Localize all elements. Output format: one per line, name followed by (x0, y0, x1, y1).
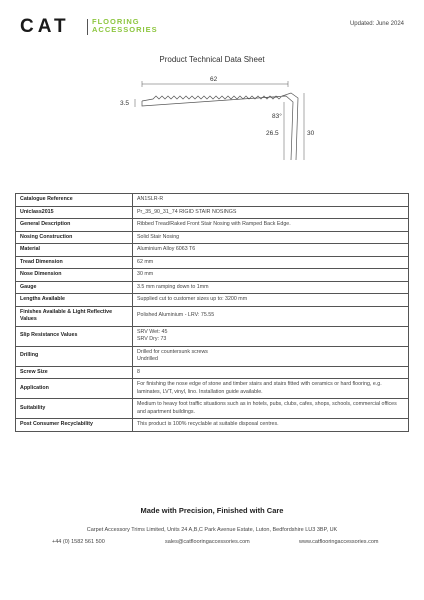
row-value: Polished Aluminium - LRV: 75.55 (133, 306, 409, 326)
table-row (16, 419, 409, 432)
logo-subtitle-line2: ACCESSORIES (92, 25, 158, 34)
logo: CAT (20, 16, 70, 37)
row-value: 8 (133, 366, 409, 379)
row-label: Suitability (16, 399, 133, 419)
width-label: 62 (210, 76, 218, 83)
row-label: Drilling (16, 346, 133, 366)
company-address: Carpet Accessory Trims Limited, Units 24 A,B,C Park Avenue Estate, Luton, Bedfordshire LU3 3BP, UK (86, 527, 338, 533)
row-value: This product is 100% recyclable at suitable disposal centres. (133, 419, 409, 432)
table-row (16, 281, 409, 294)
phone-number: +44 (0) 1582 561 500 (52, 539, 105, 545)
row-value-line: SRV Wet: 45 (137, 328, 168, 335)
logo-subtitle-line1: FLOORING (92, 17, 140, 26)
row-value: AN1SLR-R (133, 194, 409, 207)
row-value-line: Undrilled (137, 356, 158, 362)
table-row (16, 294, 409, 307)
row-label: General Description (16, 219, 133, 232)
table-row (16, 219, 409, 232)
row-value (133, 326, 409, 346)
row-label: Catalogue Reference (16, 194, 133, 207)
profile-drawing (105, 70, 325, 160)
table-row (16, 379, 409, 399)
row-value-line: Drilled for countersunk screws (137, 348, 208, 355)
table-row (16, 306, 409, 326)
row-label: Nosing Construction (16, 231, 133, 244)
email-link[interactable]: sales@catflooringaccessories.com (165, 539, 250, 545)
table-row (16, 346, 409, 366)
table-row (16, 399, 409, 419)
logo-divider (87, 19, 88, 35)
gauge-label: 3.5 (120, 100, 130, 107)
header (20, 16, 404, 38)
updated-date: Updated: June 2024 (349, 21, 404, 27)
row-value: 62 mm (133, 256, 409, 269)
row-label: Slip Resistance Values (16, 326, 133, 346)
row-value: 30 mm (133, 269, 409, 282)
outer-height-label: 30 (307, 130, 315, 137)
row-label: Finishes Available & Light Reflective Values (16, 306, 133, 326)
table-row (16, 244, 409, 257)
row-label: Application (16, 379, 133, 399)
row-value: Pr_35_90_31_74 RIGID STAIR NOSINGS (133, 206, 409, 219)
row-value: Medium to heavy foot traffic situations such as in hotels, pubs, clubs, cafes, shops, schools, commercial offices and apartment buildings. (133, 399, 409, 419)
row-value: Aluminium Alloy 6063 T6 (133, 244, 409, 257)
table-row (16, 366, 409, 379)
row-label: Lengths Available (16, 294, 133, 307)
row-label: Screw Size (16, 366, 133, 379)
row-value: Supplied cut to customer sizes up to: 3200 mm (133, 294, 409, 307)
row-value: Ribbed Tread/Raked Front Stair Nosing with Ramped Back Edge. (133, 219, 409, 232)
row-label: Tread Dimension (16, 256, 133, 269)
row-value: For finishing the nose edge of stone and timber stairs and stairs fitted with ceramics or hard flooring, e.g. laminates, LVT, vinyl, lino. Installation guide available. (133, 379, 409, 399)
table-row (16, 194, 409, 207)
table-row (16, 256, 409, 269)
table-row (16, 269, 409, 282)
inner-height-label: 26.5 (266, 130, 279, 137)
website-link[interactable]: www.catflooringaccessories.com (299, 539, 379, 545)
row-value: 3.5 mm ramping down to 1mm (133, 281, 409, 294)
row-label: Uniclass2015 (16, 206, 133, 219)
row-label: Nose Dimension (16, 269, 133, 282)
row-label: Gauge (16, 281, 133, 294)
row-label: Material (16, 244, 133, 257)
table-row (16, 206, 409, 219)
logo-subtitle (92, 18, 158, 34)
tagline: Made with Precision, Finished with Care (140, 506, 284, 515)
row-value-line: SRV Dry: 73 (137, 336, 167, 342)
angle-label: 83° (272, 113, 282, 120)
page-title: Product Technical Data Sheet (159, 55, 265, 64)
profile-diagram (105, 70, 325, 160)
row-value: Solid Stair Nosing (133, 231, 409, 244)
table-row (16, 326, 409, 346)
profile-outline (142, 93, 298, 160)
table-row (16, 231, 409, 244)
row-label: Post Consumer Recyclability (16, 419, 133, 432)
spec-table (15, 193, 409, 432)
row-value (133, 346, 409, 366)
